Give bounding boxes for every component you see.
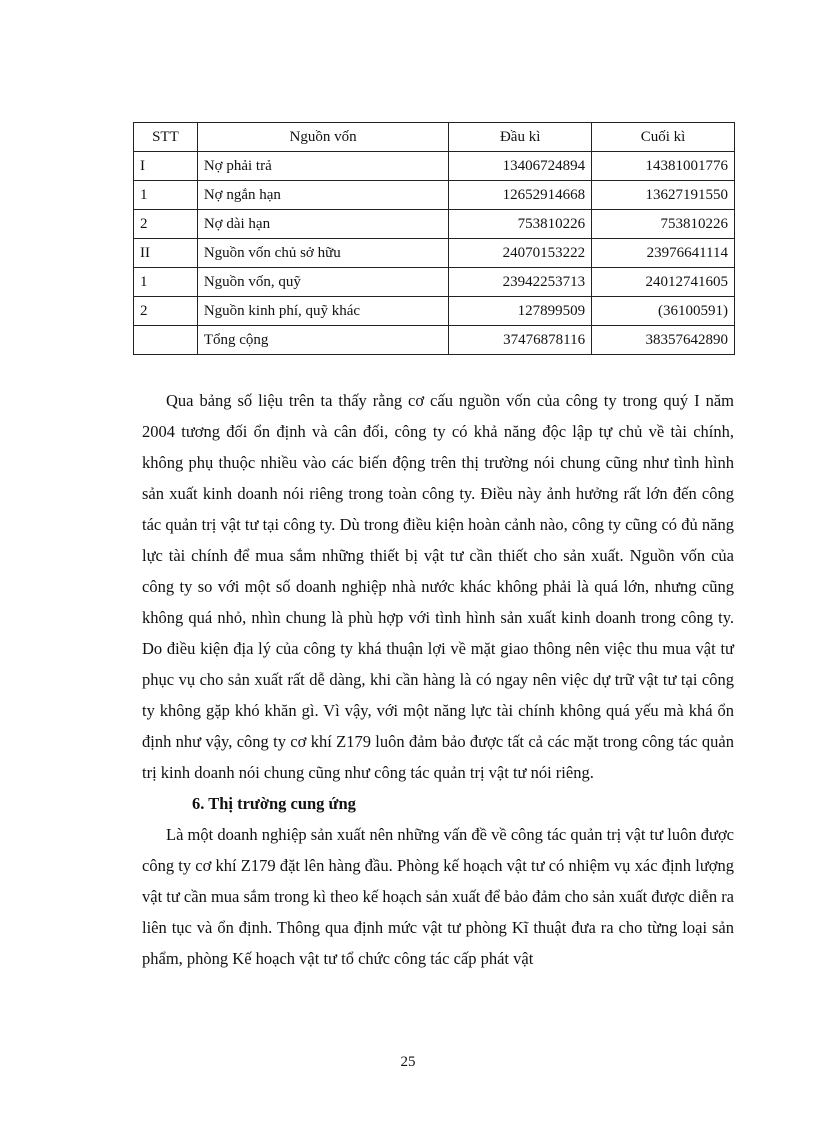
cell-closing: 14381001776	[592, 152, 735, 181]
cell-closing: 24012741605	[592, 268, 735, 297]
table-row	[134, 239, 735, 268]
cell-source: Nợ dài hạn	[197, 210, 448, 239]
cell-stt	[134, 326, 198, 355]
header-stt: STT	[134, 123, 198, 152]
cell-opening: 13406724894	[449, 152, 592, 181]
header-opening: Đầu kì	[449, 123, 592, 152]
paragraph-analysis: Qua bảng số liệu trên ta thấy rằng cơ cấu nguồn vốn của công ty trong quý I năm 2004 tương đối ổn định và cân đối, công ty có khả năng độc lập tự chủ về tài chính, không phụ thuộc nhiều vào các biến động trên thị trường nói chung cũng như tình hình sản xuất kinh doanh nói riêng trong toàn công ty. Điều này ảnh hưởng rất lớn đến công tác quản trị vật tư tại công ty. Dù trong điều kiện hoàn cảnh nào, công ty cũng có đủ năng lực tài chính để mua sắm những thiết bị vật tư cần thiết cho sản xuất. Nguồn vốn của công ty so với một số doanh nghiệp nhà nước khác không phải là quá lớn, nhưng cũng không quá nhỏ, nhìn chung là phù hợp với tình hình sản xuất kinh doanh trong công ty. Do điều kiện địa lý của công ty khá thuận lợi về mặt giao thông nên việc thu mua vật tư phục vụ cho sản xuất rất dễ dàng, khi cần hàng là có ngay nên việc dự trữ vật tư tại công ty không gặp khó khăn gì. Vì vậy, với một năng lực tài chính không quá yếu mà khá ổn định như vậy, công ty cơ khí Z179 luôn đảm bảo được tất cả các mặt trong công tác quản trị kinh doanh nói chung cũng như công tác quản trị vật tư nói riêng.	[142, 391, 734, 782]
cell-opening: 24070153222	[449, 239, 592, 268]
cell-closing: 13627191550	[592, 181, 735, 210]
cell-source: Nguồn vốn, quỹ	[197, 268, 448, 297]
body-text	[142, 385, 734, 974]
cell-stt: 2	[134, 210, 198, 239]
table-row	[134, 152, 735, 181]
cell-source: Nợ phải trả	[197, 152, 448, 181]
cell-source: Nợ ngắn hạn	[197, 181, 448, 210]
cell-stt: 1	[134, 181, 198, 210]
paragraph-supply-market: Là một doanh nghiệp sản xuất nên những vấn đề về công tác quản trị vật tư luôn được công ty cơ khí Z179 đặt lên hàng đầu. Phòng kế hoạch vật tư có nhiệm vụ xác định lượng vật tư cần mua sắm trong kì theo kế hoạch sản xuất để bảo đảm cho sản xuất được diễn ra liên tục và ổn định. Thông qua định mức vật tư phòng Kĩ thuật đưa ra cho từng loại sản phẩm, phòng Kế hoạch vật tư tổ chức công tác cấp phát vật	[142, 825, 735, 968]
header-closing: Cuối kì	[592, 123, 735, 152]
cell-stt: 2	[134, 297, 198, 326]
table-row	[134, 297, 735, 326]
cell-opening: 23942253713	[449, 268, 592, 297]
cell-stt: 1	[134, 268, 198, 297]
cell-closing: (36100591)	[592, 297, 735, 326]
table-row	[134, 181, 735, 210]
cell-stt: II	[134, 239, 198, 268]
header-source: Nguồn vốn	[197, 123, 448, 152]
section-heading: 6. Thị trường cung ứng	[192, 794, 356, 813]
cell-closing: 23976641114	[592, 239, 735, 268]
cell-closing: 38357642890	[592, 326, 735, 355]
table-row	[134, 210, 735, 239]
table-header-row	[134, 123, 735, 152]
cell-stt: I	[134, 152, 198, 181]
table-total-row	[134, 326, 735, 355]
cell-opening: 127899509	[449, 297, 592, 326]
cell-source: Nguồn vốn chủ sở hữu	[197, 239, 448, 268]
table-row	[134, 268, 735, 297]
cell-opening: 37476878116	[449, 326, 592, 355]
cell-source: Tổng cộng	[197, 326, 448, 355]
cell-closing: 753810226	[592, 210, 735, 239]
capital-source-table	[133, 122, 735, 355]
cell-opening: 753810226	[449, 210, 592, 239]
page-number: 25	[400, 1054, 416, 1070]
cell-opening: 12652914668	[449, 181, 592, 210]
cell-source: Nguồn kinh phí, quỹ khác	[197, 297, 448, 326]
